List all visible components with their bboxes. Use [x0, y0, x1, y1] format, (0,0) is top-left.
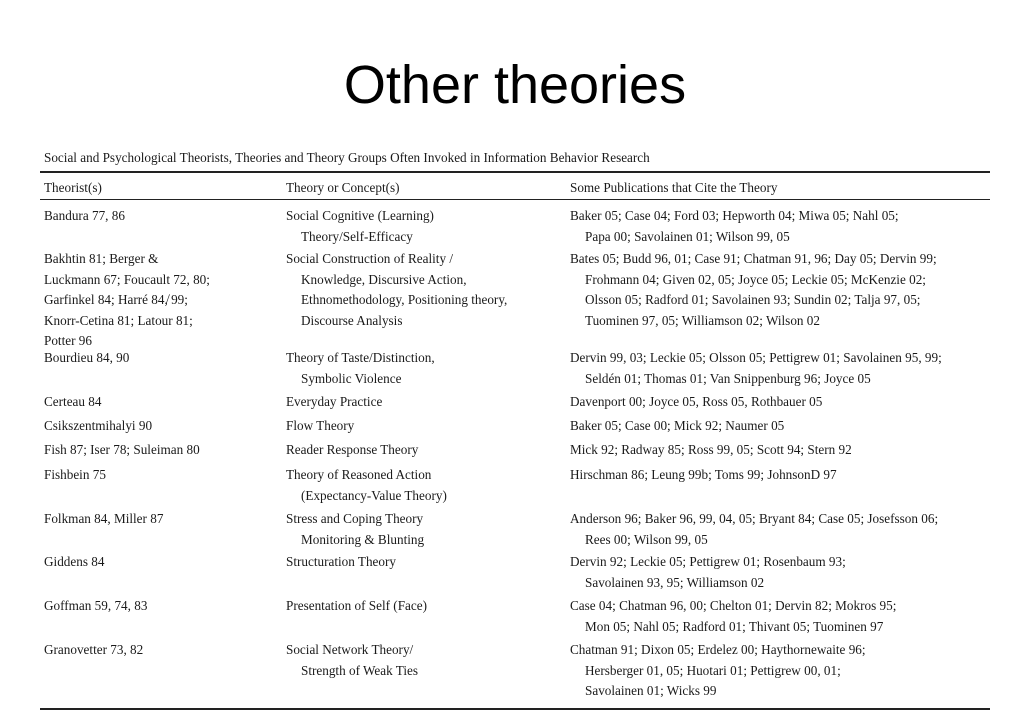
theory-cell: [286, 416, 354, 437]
publications-cell-line: Baker 05; Case 00; Mick 92; Naumer 05: [570, 418, 785, 433]
theorist-cell-line: Goffman 59, 74, 83: [44, 598, 148, 613]
header-theory: Theory or Concept(s): [286, 180, 400, 195]
theory-cell-line: Knowledge, Discursive Action,: [301, 271, 467, 287]
publications-cell-line: Baker 05; Case 04; Ford 03; Hepworth 04; Miwa 05; Nahl 05;: [570, 208, 899, 223]
theorist-cell-line: Fish 87; Iser 78; Suleiman 80: [44, 442, 200, 457]
theory-cell: [286, 552, 396, 573]
theory-cell: [286, 392, 382, 413]
theorist-cell: [44, 596, 147, 617]
theorist-cell: [44, 416, 152, 437]
theory-cell-line: (Expectancy-Value Theory): [301, 487, 447, 503]
theorist-cell-line: Folkman 84, Miller 87: [44, 511, 164, 526]
publications-cell-line: Dervin 92; Leckie 05; Pettigrew 01; Rosenbaum 93;: [570, 554, 846, 569]
publications-cell-line: Rees 00; Wilson 99, 05: [585, 531, 708, 547]
theory-cell-line: Discourse Analysis: [301, 312, 403, 328]
theory-cell-line: Stress and Coping Theory: [286, 511, 424, 526]
publications-cell-line: Davenport 00; Joyce 05, Ross 05, Rothbauer 05: [570, 394, 823, 409]
theory-cell: [286, 249, 507, 331]
table-bottom-rule: [40, 708, 990, 710]
theory-cell: [286, 509, 424, 550]
theorist-cell-line: Certeau 84: [44, 394, 102, 409]
publications-cell: [570, 348, 942, 389]
theorist-cell: [44, 552, 104, 573]
theorist-cell-line: Luckmann 67; Foucault 72, 80;: [44, 271, 210, 287]
publications-cell: [570, 465, 837, 486]
theory-cell: [286, 206, 434, 247]
publications-cell: [570, 249, 937, 331]
publications-cell-line: Savolainen 01; Wicks 99: [585, 683, 717, 698]
theorist-cell-line: Bandura 77, 86: [44, 208, 125, 223]
theory-cell-line: Social Network Theory/: [286, 642, 414, 657]
table-header-rule: [40, 199, 990, 200]
theory-cell-line: Social Construction of Reality /: [286, 251, 454, 266]
theorist-cell: [44, 392, 102, 413]
theory-cell: [286, 440, 418, 461]
theorist-cell: [44, 640, 143, 661]
publications-cell-line: Tuominen 97, 05; Williamson 02; Wilson 02: [585, 312, 820, 328]
publications-cell: [570, 596, 896, 637]
theorist-cell: [44, 206, 125, 227]
theorist-cell: [44, 348, 129, 369]
theory-cell-line: Presentation of Self (Face): [286, 598, 427, 613]
publications-cell: [570, 640, 866, 702]
theory-cell: [286, 640, 418, 681]
theorist-cell-line: Bourdieu 84, 90: [44, 350, 130, 365]
publications-cell-line: Chatman 91; Dixon 05; Erdelez 00; Haythornewaite 96;: [570, 642, 866, 657]
theory-cell: [286, 465, 447, 506]
theorist-cell: [44, 465, 106, 486]
publications-cell: [570, 552, 846, 593]
theorist-cell-line: Bakhtin 81; Berger &: [44, 251, 159, 266]
theory-cell: [286, 348, 435, 389]
publications-cell: [570, 416, 784, 437]
table-caption: Social and Psychological Theorists, Theories and Theory Groups Often Invoked in Information Behavior Research: [44, 150, 650, 165]
publications-cell-line: Mick 92; Radway 85; Ross 99, 05; Scott 94; Stern 92: [570, 442, 852, 457]
theory-cell-line: Theory/Self-Efficacy: [301, 228, 413, 244]
theory-cell-line: Ethnomethodology, Positioning theory,: [301, 292, 508, 307]
theorist-cell: [44, 249, 210, 352]
slide-title: Other theories: [343, 55, 687, 115]
theory-cell-line: Everyday Practice: [286, 394, 383, 409]
theory-cell-line: Reader Response Theory: [286, 442, 419, 457]
publications-cell-line: Case 04; Chatman 96, 00; Chelton 01; Dervin 82; Mokros 95;: [570, 598, 897, 613]
theory-cell-line: Theory of Reasoned Action: [286, 467, 432, 482]
theorist-cell-line: Potter 96: [44, 333, 92, 348]
theory-cell-line: Flow Theory: [286, 418, 355, 433]
table-top-rule: [40, 171, 990, 173]
publications-cell-line: Frohmann 04; Given 02, 05; Joyce 05; Leckie 05; McKenzie 02;: [585, 271, 926, 287]
theorist-cell: [44, 440, 200, 461]
theory-cell-line: Symbolic Violence: [301, 370, 402, 386]
theorist-cell-line: Granovetter 73, 82: [44, 642, 144, 657]
theorist-cell-line: Csikszentmihalyi 90: [44, 418, 153, 433]
theorist-cell-line: Knorr-Cetina 81; Latour 81;: [44, 312, 193, 328]
publications-cell-line: Hersberger 01, 05; Huotari 01; Pettigrew 00, 01;: [585, 662, 841, 678]
publications-cell-line: Savolainen 93, 95; Williamson 02: [585, 574, 765, 590]
header-theorists: Theorist(s): [44, 180, 102, 195]
publications-cell-line: Hirschman 86; Leung 99b; Toms 99; JohnsonD 97: [570, 467, 837, 482]
theory-cell-line: Strength of Weak Ties: [301, 662, 419, 678]
publications-cell: [570, 392, 822, 413]
publications-cell-line: Bates 05; Budd 96, 01; Case 91; Chatman 91, 96; Day 05; Dervin 99;: [570, 251, 937, 266]
publications-cell-line: Olsson 05; Radford 01; Savolainen 93; Sundin 02; Talja 97, 05;: [585, 292, 921, 307]
theory-cell-line: Structuration Theory: [286, 554, 396, 569]
publications-cell-line: Papa 00; Savolainen 01; Wilson 99, 05: [585, 228, 790, 244]
theory-cell-line: Monitoring & Blunting: [301, 531, 425, 547]
theorist-cell-line: Fishbein 75: [44, 467, 106, 482]
publications-cell: [570, 509, 938, 550]
theory-cell: [286, 596, 427, 617]
publications-cell-line: Mon 05; Nahl 05; Radford 01; Thivant 05; Tuominen 97: [585, 618, 884, 634]
theory-cell-line: Theory of Taste/Distinction,: [286, 350, 435, 365]
publications-cell-line: Seldén 01; Thomas 01; Van Snippenburg 96; Joyce 05: [585, 370, 871, 386]
theorist-cell-line: Garfinkel 84; Harré 84,̸ 99;: [44, 292, 188, 307]
theorist-cell-line: Giddens 84: [44, 554, 105, 569]
publications-cell: [570, 440, 852, 461]
publications-cell-line: Dervin 99, 03; Leckie 05; Olsson 05; Pettigrew 01; Savolainen 95, 99;: [570, 350, 942, 365]
theorist-cell: [44, 509, 163, 530]
theory-cell-line: Social Cognitive (Learning): [286, 208, 434, 223]
publications-cell: [570, 206, 899, 247]
publications-cell-line: Anderson 96; Baker 96, 99, 04, 05; Bryant 84; Case 05; Josefsson 06;: [570, 511, 939, 526]
header-publications: Some Publications that Cite the Theory: [570, 180, 778, 195]
